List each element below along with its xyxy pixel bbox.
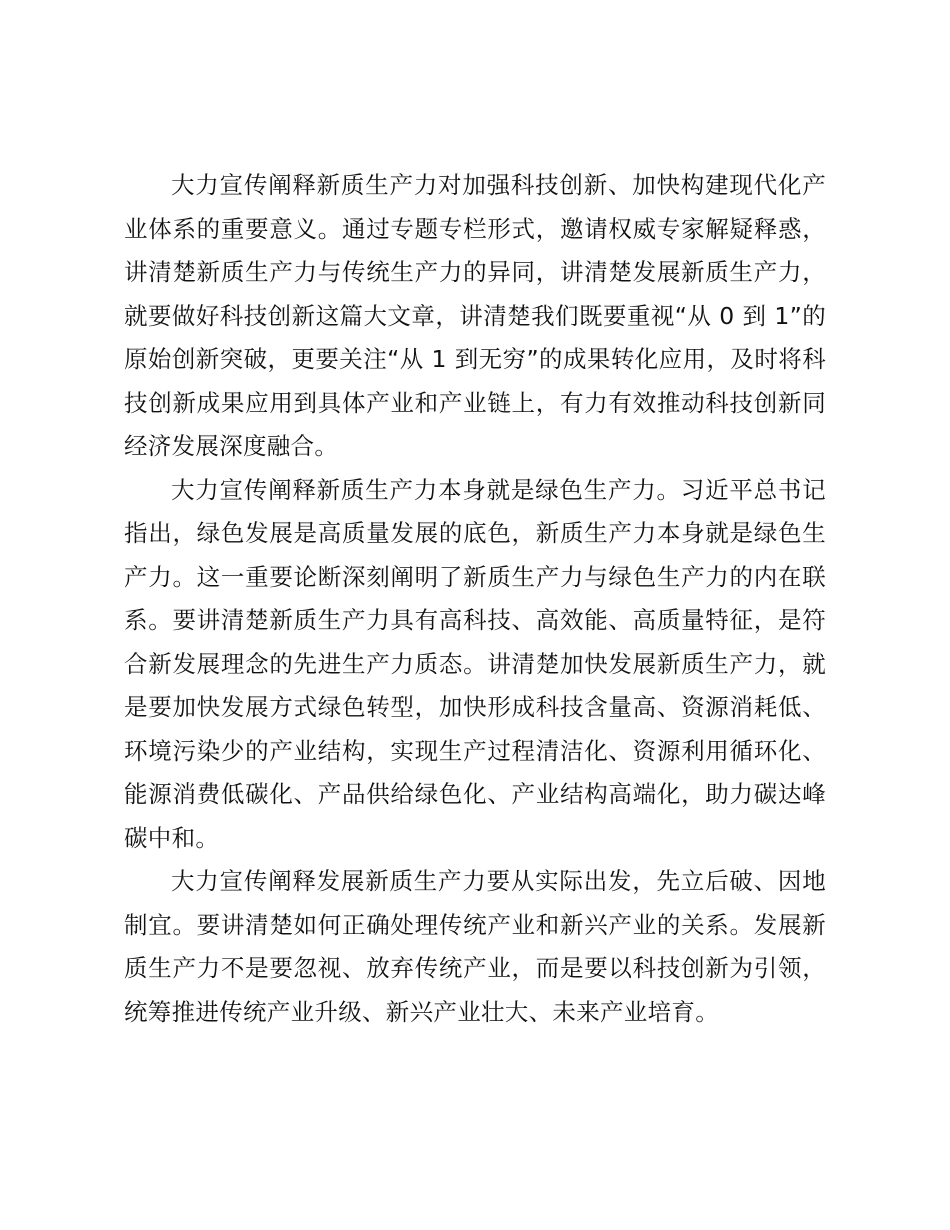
paragraph-3: 大力宣传阐释发展新质生产力要从实际出发，先立后破、因地制宜。要讲清楚如何正确处理传统产业和新兴产业的关系。发展新质生产力不是要忽视、放弃传统产业，而是要以科技创新为引领，统筹推进传统产业升级、新兴产业壮大、未来产业培育。 — [124, 867, 826, 1026]
paragraph-2: 大力宣传阐释新质生产力本身就是绿色生产力。习近平总书记指出，绿色发展是高质量发展的底色，新质生产力本身就是绿色生产力。这一重要论断深刻阐明了新质生产力与绿色生产力的内在联系。要讲清楚新质生产力具有高科技、高效能、高质量特征，是符合新发展理念的先进生产力质态。讲清楚加快发展新质生产力，就是要加快发展方式绿色转型，加快形成科技含量高、资源消耗低、环境污染少的产业结构，实现生产过程清洁化、资源利用循环化、能源消费低碳化、产品供给绿色化、产业结构高端化，助力碳达峰碳中和。 — [124, 475, 826, 852]
paragraph-1: 大力宣传阐释新质生产力对加强科技创新、加快构建现代化产业体系的重要意义。通过专题专栏形式，邀请权威专家解疑释惑，讲清楚新质生产力与传统生产力的异同，讲清楚发展新质生产力，就要做好科技创新这篇大文章，讲清楚我们既要重视“从 0 到 1”的原始创新突破，更要关注“从 1 到无穷”的成果转化应用，及时将科技创新成果应用到具体产业和产业链上，有力有效推动科技创新同经济发展深度融合。 — [124, 171, 826, 460]
document-body — [124, 164, 826, 1034]
